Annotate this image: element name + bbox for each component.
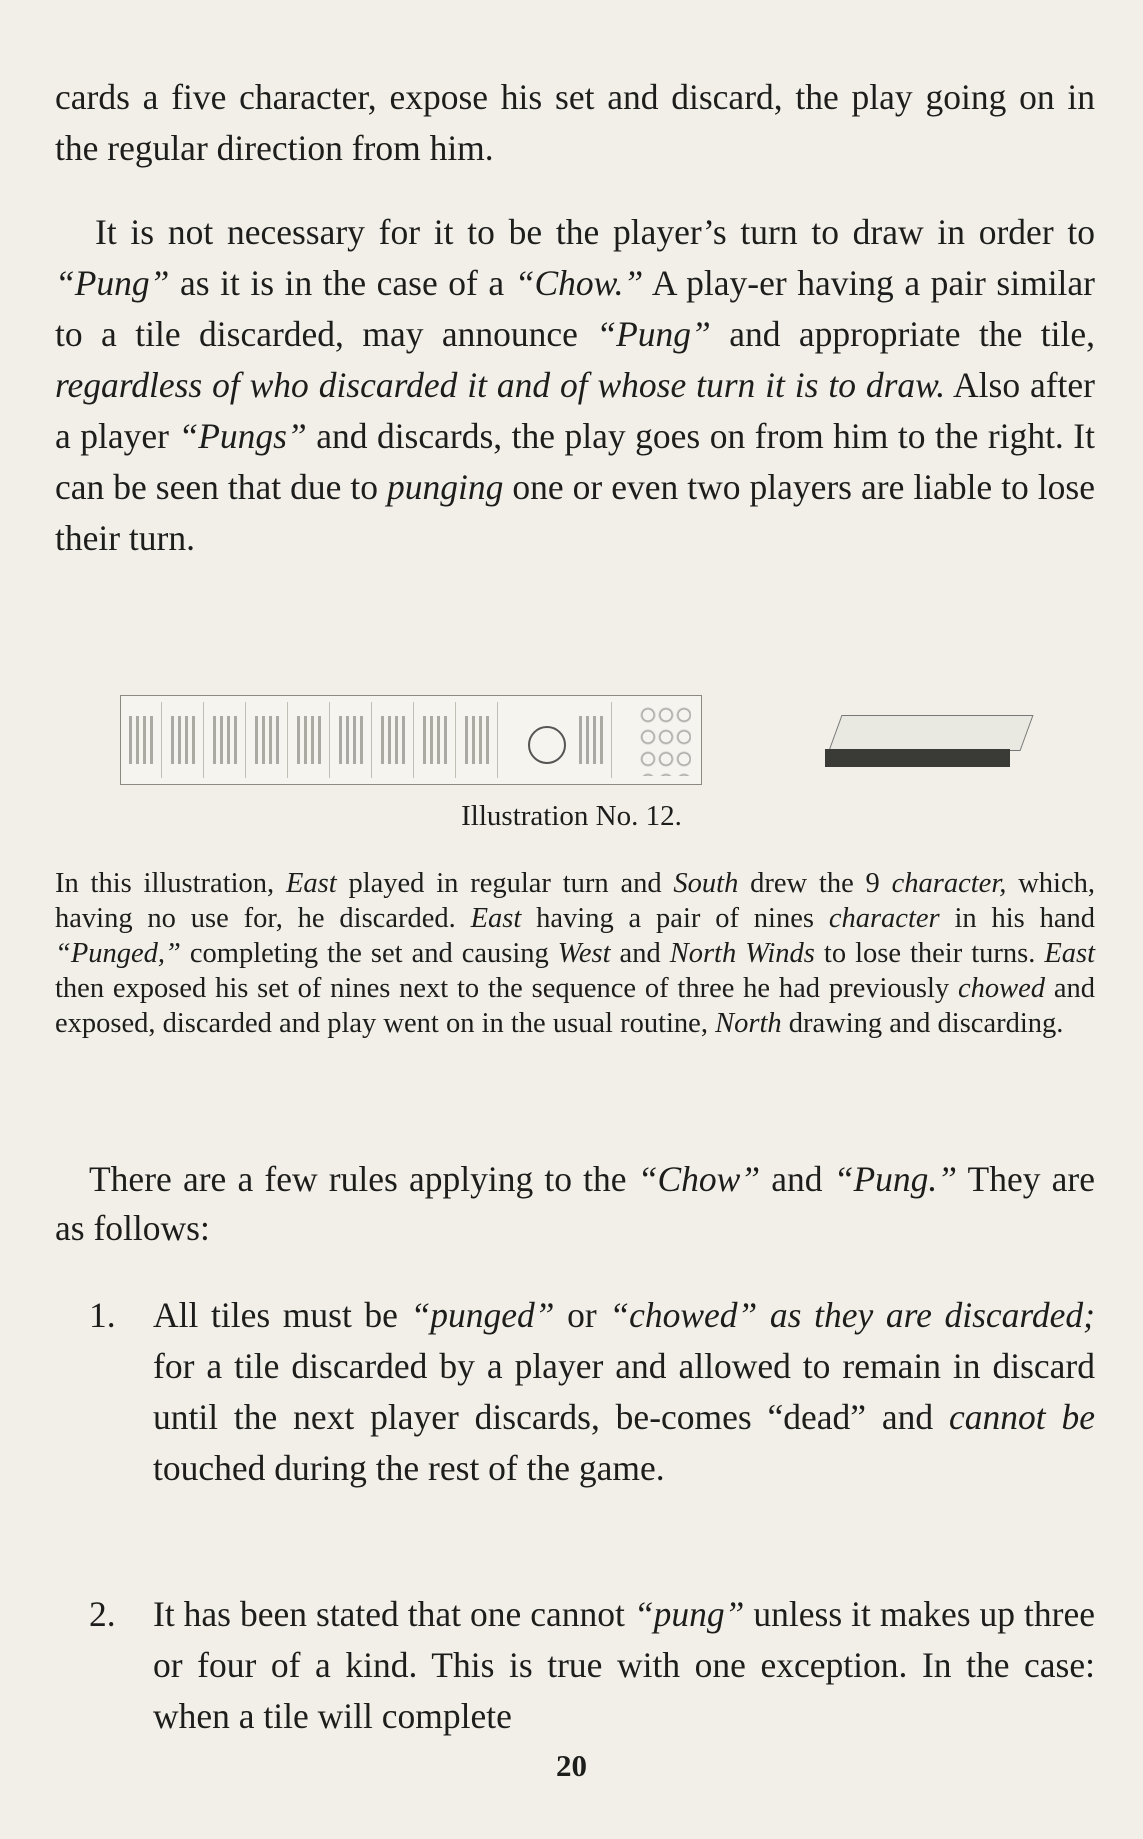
- tile: [121, 702, 162, 778]
- tile: [331, 702, 372, 778]
- text-run: and appropriate the tile,: [710, 314, 1095, 354]
- rule-number: 2.: [89, 1594, 116, 1634]
- text-run: one or even two players are liable to lose their turn.: [55, 467, 1095, 558]
- term-chow: “Chow.”: [514, 263, 644, 303]
- circle-tile-icon: [528, 726, 566, 764]
- paragraph-rules-intro: There are a few rules applying to the “Chow” and “Pung.” They are as follows:: [55, 1159, 1095, 1248]
- tile: [205, 702, 246, 778]
- paragraph-text: cards a five character, expose his set and discard, the play going on in the regular direction from him.: [55, 77, 1095, 168]
- tile: [373, 702, 414, 778]
- text-run: as it is in the case of a: [169, 263, 515, 303]
- term-pung: “Pung.”: [833, 1159, 957, 1199]
- text-run: It is not necessary for it to be the player’s turn to draw in order to: [95, 212, 1095, 252]
- rule-item: 1. All tiles must be “punged” or “chowed” as they are discarded; for a tile discarded by a player and allowed to remain in discard until the next player discards, be-comes “dead” and cannot be touched during the rest of the game.: [55, 1290, 1095, 1494]
- tile: [247, 702, 288, 778]
- term-pung: “Pung”: [596, 314, 711, 354]
- term-chow: “Chow”: [637, 1159, 761, 1199]
- paragraph-pung-rule: [55, 207, 1095, 564]
- term-pungs: “Pungs”: [178, 416, 307, 456]
- tile: [571, 702, 612, 778]
- tile: [415, 702, 456, 778]
- discarded-tiles-stack: [825, 715, 1025, 771]
- exposed-tiles-row: [120, 695, 702, 785]
- term-pung: “Pung”: [55, 263, 170, 303]
- page-number: 20: [556, 1748, 587, 1783]
- paragraph-continuation: [55, 72, 1095, 174]
- illustration-image: [55, 685, 1095, 803]
- dots-tile-icon: [639, 704, 691, 776]
- text-run: Also after a player: [55, 365, 1095, 456]
- illustration-title: Illustration No. 12.: [461, 800, 682, 832]
- rule-number: 1.: [89, 1295, 116, 1335]
- illustration-caption: In this illustration, East played in regular turn and South drew the 9 character, which, having no use for, he discarded. East having a pair of nines character in his hand “Punged,” completing the set and causing West and North Winds to lose their turns. East then exposed his set of nines next to the sequence of three he had previously chowed and exposed, discarded and play went on in the usual routine, North drawing and discarding.: [55, 868, 1096, 1039]
- rule-item: 2. It has been stated that one cannot “pung” unless it makes up three or four of a kind. This is true with one exception. In the case: when a tile will complete: [55, 1589, 1095, 1742]
- term-punging: punging: [386, 467, 504, 507]
- tile-stack-top: [828, 715, 1033, 751]
- tile-stack-base: [825, 749, 1010, 767]
- tile: [457, 702, 498, 778]
- tile: [289, 702, 330, 778]
- tile: [163, 702, 204, 778]
- emphasis-regardless: regardless of who discarded it and of whose turn it is to draw.: [55, 365, 946, 405]
- text-run: and discards, the play goes on from him to the right. It can be seen that due to: [55, 416, 1095, 507]
- text-run: A play-er having a pair similar to a tile discarded, may announce: [55, 263, 1095, 354]
